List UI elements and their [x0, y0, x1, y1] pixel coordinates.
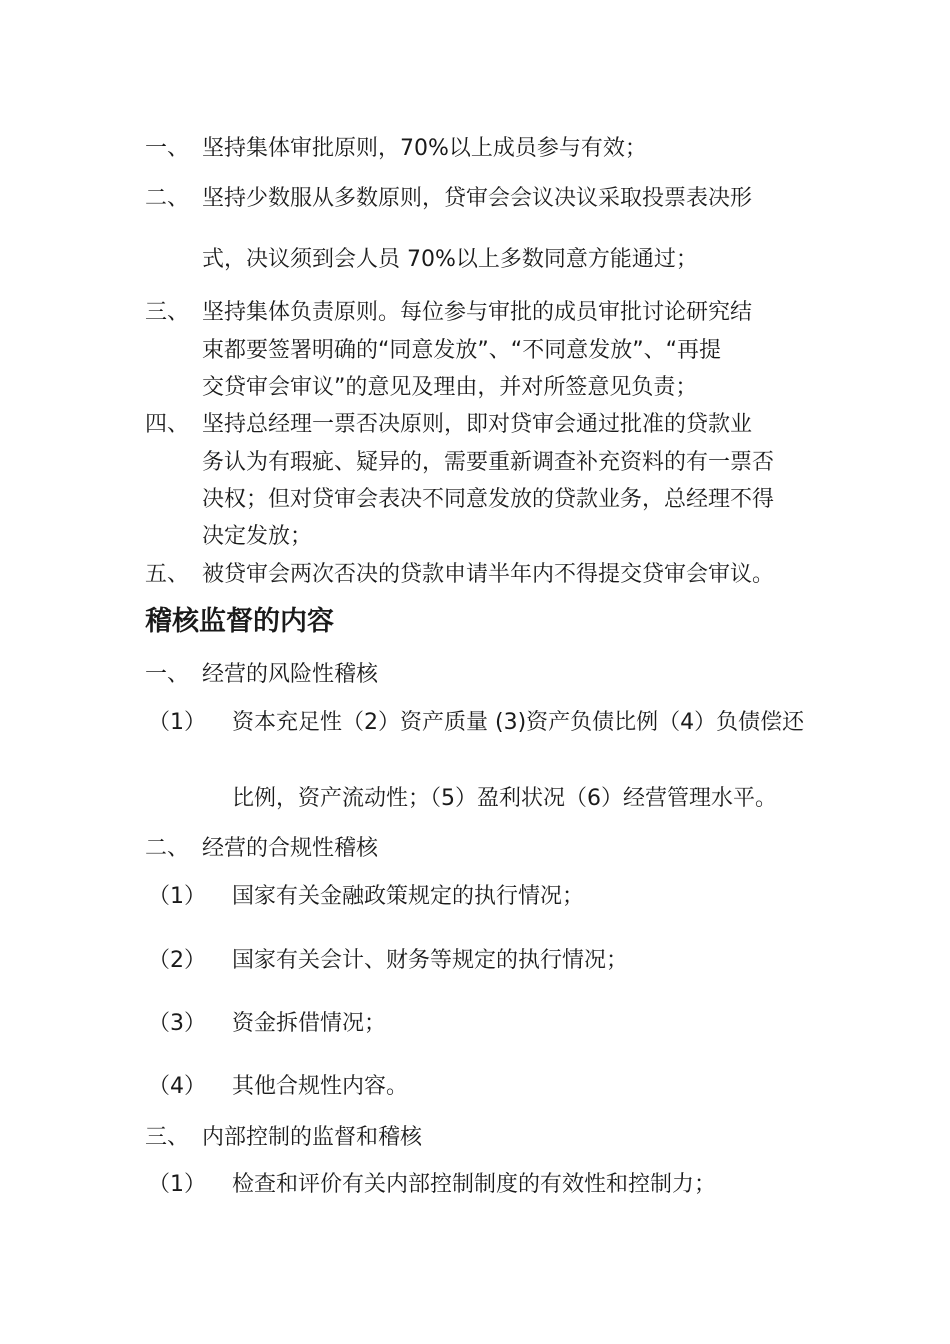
sub-item-number: （1） [148, 710, 206, 735]
list-item-text: 坚持少数服从多数原则，贷审会会议决议采取投票表决形 [202, 186, 753, 211]
part-title: 经营的合规性稽核 [202, 836, 379, 861]
part-title: 经营的风险性稽核 [202, 662, 379, 687]
sub-item-text: 资金拆借情况； [232, 1011, 387, 1036]
section-heading: 稽核监督的内容 [145, 606, 334, 637]
list-item-number: 二、 [145, 186, 190, 211]
sub-item-number: （2） [148, 948, 206, 973]
sub-item-text: 其他合规性内容。 [232, 1074, 409, 1099]
list-item-text: 决定发放； [202, 524, 313, 549]
sub-item-number: （3） [148, 1011, 206, 1036]
list-item-text: 坚持总经理一票否决原则，即对贷审会通过批准的贷款业 [202, 412, 753, 437]
sub-item-text: 资本充足性（2）资产质量 (3)资产负债比例（4）负债偿还 [232, 710, 805, 735]
list-item-text: 束都要签署明确的“同意发放”、“不同意发放”、“再提 [202, 338, 721, 363]
sub-item-number: （1） [148, 884, 206, 909]
list-item-number: 一、 [145, 136, 190, 161]
list-item-number: 三、 [145, 300, 190, 325]
list-item-text: 务认为有瑕疵、疑异的，需要重新调查补充资料的有一票否 [202, 450, 775, 475]
list-item-number: 五、 [145, 562, 190, 587]
list-item-text: 式，决议须到会人员 70%以上多数同意方能通过； [202, 247, 698, 272]
list-item-text: 被贷审会两次否决的贷款申请半年内不得提交贷审会审议。 [202, 562, 775, 587]
list-item-text: 决权；但对贷审会表决不同意发放的贷款业务，总经理不得 [202, 487, 775, 512]
part-number: 二、 [145, 836, 190, 861]
sub-item-text: 检查和评价有关内部控制制度的有效性和控制力； [232, 1172, 717, 1197]
list-item-text: 交贷审会审议”的意见及理由，并对所签意见负责； [202, 375, 698, 400]
list-item-text: 坚持集体审批原则，70%以上成员参与有效； [202, 136, 647, 161]
sub-item-number: （1） [148, 1172, 206, 1197]
list-item-number: 四、 [145, 412, 190, 437]
part-number: 三、 [145, 1125, 190, 1150]
list-item-text: 坚持集体负责原则。每位参与审批的成员审批讨论研究结 [202, 300, 753, 325]
sub-item-number: （4） [148, 1074, 206, 1099]
sub-item-text: 国家有关金融政策规定的执行情况； [232, 884, 585, 909]
sub-item-text: 国家有关会计、财务等规定的执行情况； [232, 948, 629, 973]
part-number: 一、 [145, 662, 190, 687]
sub-item-text: 比例，资产流动性；（5）盈利状况（6）经营管理水平。 [232, 786, 777, 811]
part-title: 内部控制的监督和稽核 [202, 1125, 423, 1150]
